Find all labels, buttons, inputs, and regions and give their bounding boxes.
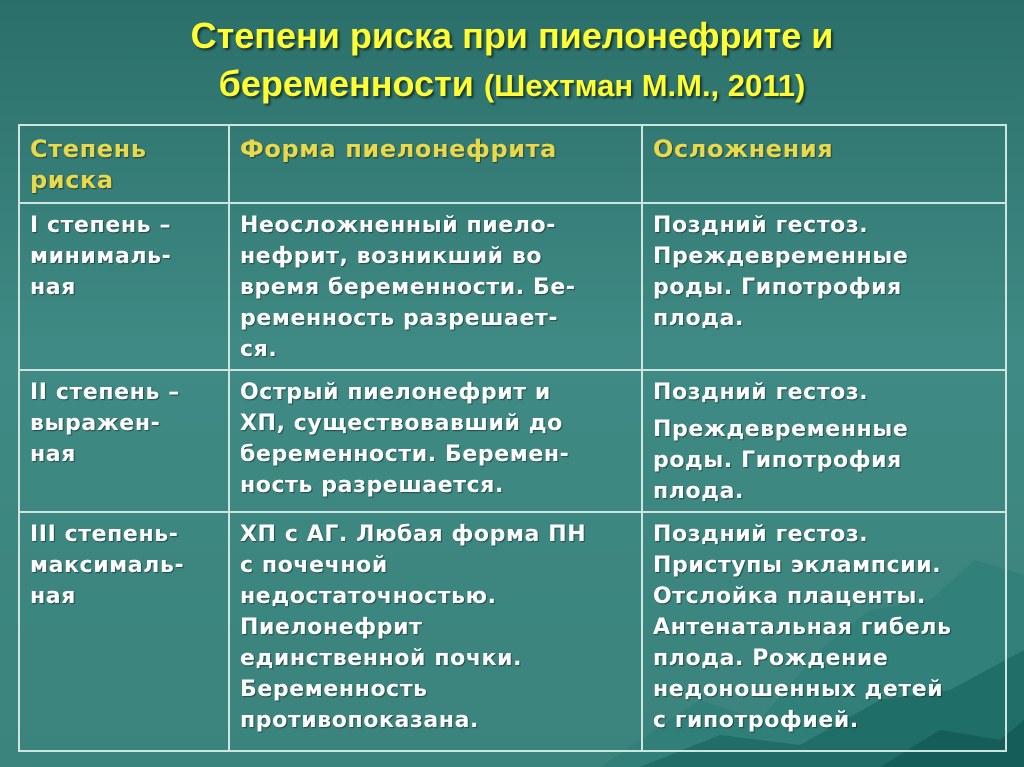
cell-line: Пиелонефрит <box>240 615 423 640</box>
cell-degree <box>19 203 229 370</box>
cell-line: Приступы эклампсии. <box>653 553 942 578</box>
cell-line: ременность разрешает- <box>240 306 559 331</box>
header-text: Форма пиелонефрита <box>240 135 557 163</box>
cell-form <box>229 512 642 751</box>
cell-form <box>229 370 642 512</box>
table-header-row <box>19 125 1006 203</box>
table-row <box>19 203 1006 370</box>
risk-table <box>18 124 1007 752</box>
cell-line: Преждевременные <box>653 244 909 269</box>
cell-line: Отслойка плаценты. <box>653 584 926 609</box>
header-text: риска <box>30 166 114 194</box>
cell-line: противопоказана. <box>240 708 479 733</box>
cell-line: Поздний гестоз. <box>653 213 869 238</box>
cell-line: ХП, существовавший до <box>240 411 563 436</box>
cell-line: плода. <box>653 479 744 504</box>
cell-line: единственной почки. <box>240 646 523 671</box>
cell-line: III степень- <box>30 522 179 547</box>
header-form <box>229 125 642 203</box>
cell-line: плода. Рождение <box>653 646 889 671</box>
cell-degree <box>19 370 229 512</box>
table-row <box>19 512 1006 751</box>
cell-line: Преждевременные <box>653 417 909 442</box>
header-degree <box>19 125 229 203</box>
cell-form <box>229 203 642 370</box>
cell-line: время беременности. Бе- <box>240 275 576 300</box>
title-reference: (Шехтман М.М., 2011) <box>483 68 806 103</box>
table-row <box>19 370 1006 512</box>
cell-line: недостаточностью. <box>240 584 497 609</box>
cell-line: Острый пиелонефрит и <box>240 380 551 405</box>
cell-line: ность разрешается. <box>240 473 504 498</box>
cell-line: ная <box>30 442 76 467</box>
cell-line: с гипотрофией. <box>653 708 859 733</box>
cell-complications <box>642 203 1006 370</box>
cell-line: Беременность <box>240 677 428 702</box>
cell-line: Неосложненный пиело- <box>240 213 556 238</box>
cell-line: с почечной <box>240 553 388 578</box>
title-line-2 <box>0 60 1024 110</box>
cell-complications <box>642 512 1006 751</box>
cell-line: нефрит, возникший во <box>240 244 543 269</box>
slide-title <box>0 12 1024 110</box>
header-text: Степень <box>30 135 147 163</box>
cell-line: беременности. Беремен- <box>240 442 570 467</box>
header-text: Осложнения <box>653 135 834 163</box>
cell-line: Поздний гестоз. <box>653 522 869 547</box>
cell-line: минималь- <box>30 244 172 269</box>
cell-line: I степень – <box>30 213 172 238</box>
cell-degree <box>19 512 229 751</box>
cell-line: плода. <box>653 306 744 331</box>
cell-line: Антенатальная гибель <box>653 615 952 640</box>
cell-complications <box>642 370 1006 512</box>
cell-line: II степень – <box>30 380 180 405</box>
cell-line: недоношенных детей <box>653 677 944 702</box>
header-complications <box>642 125 1006 203</box>
cell-line: максималь- <box>30 553 185 578</box>
cell-line: роды. Гипотрофия <box>653 448 902 473</box>
cell-line: Поздний гестоз. <box>653 380 869 405</box>
cell-line: ная <box>30 584 76 609</box>
title-line-1: Степени риска при пиелонефрите и <box>190 15 834 56</box>
cell-line: ная <box>30 275 76 300</box>
cell-line: выражен- <box>30 411 161 436</box>
title-main-word: беременности <box>218 63 474 104</box>
cell-line: роды. Гипотрофия <box>653 275 902 300</box>
cell-line: ХП с АГ. Любая форма ПН <box>240 522 587 547</box>
cell-line: ся. <box>240 337 278 362</box>
